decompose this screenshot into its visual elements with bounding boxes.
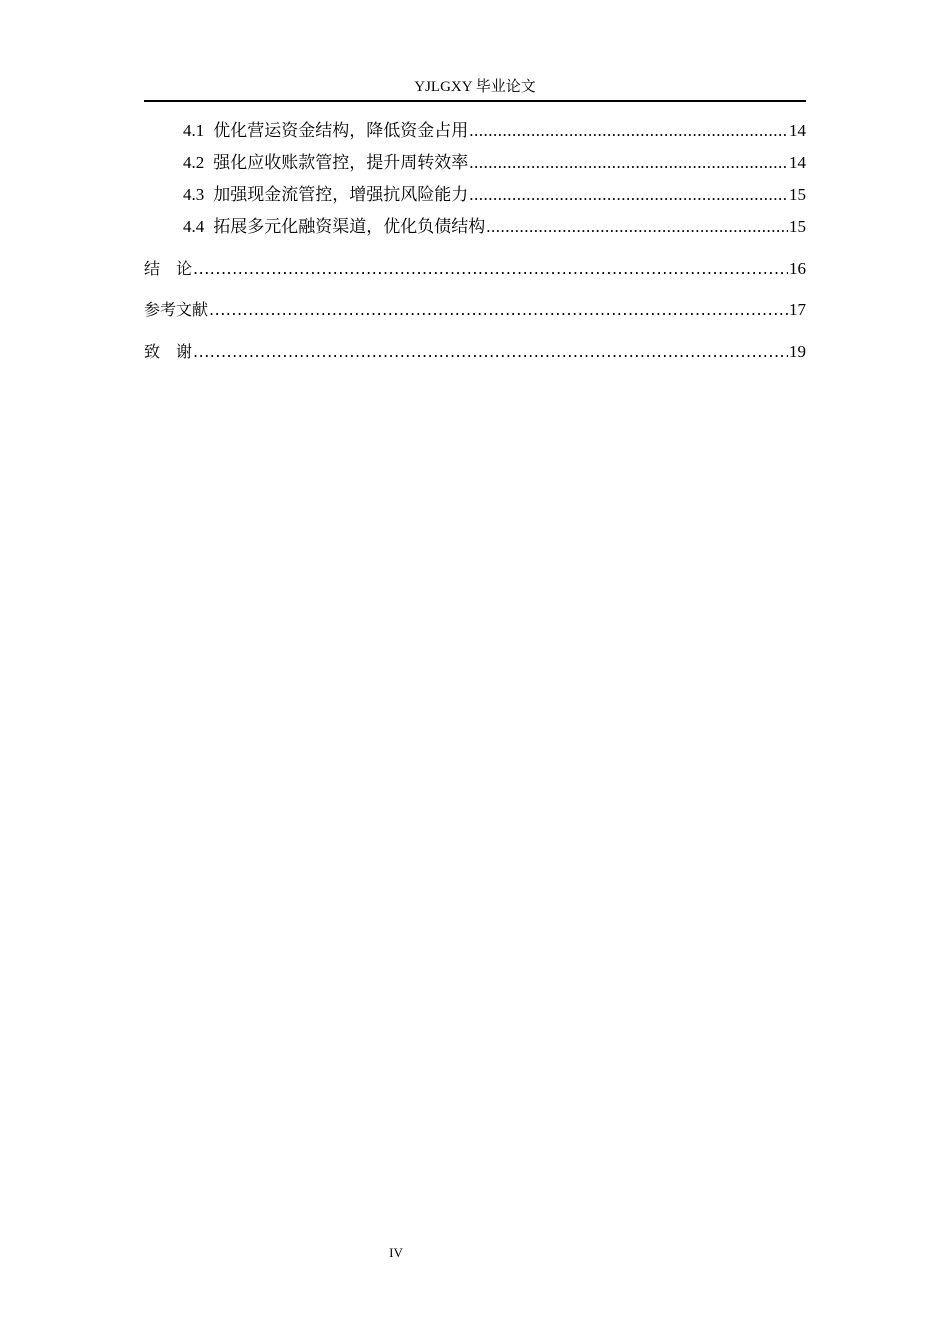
toc-entry-title: 致 谢 xyxy=(144,342,193,361)
toc-entry-references[interactable] xyxy=(144,298,806,322)
toc-entry-number: 4.3 xyxy=(183,185,205,204)
toc-entry-4-4[interactable] xyxy=(183,215,806,239)
page-number: IV xyxy=(389,1245,403,1260)
header-rule xyxy=(144,100,806,102)
toc-entry-page: 15 xyxy=(789,217,806,236)
toc-dot-leader xyxy=(193,340,788,364)
toc-entry-page: 14 xyxy=(789,121,806,140)
toc-entry-title: 结 论 xyxy=(144,259,193,278)
toc-dot-leader xyxy=(469,183,788,207)
toc-entry-4-1[interactable] xyxy=(183,119,806,143)
toc-entry-conclusion[interactable] xyxy=(144,257,806,281)
toc-entry-page: 17 xyxy=(789,300,806,319)
toc-entry-acknowledgements[interactable] xyxy=(144,340,806,364)
toc-entry-title: 参考文献 xyxy=(144,300,209,319)
toc-entry-page: 15 xyxy=(789,185,806,204)
toc-entry-title: 加强现金流管控，增强抗风险能力 xyxy=(213,185,469,204)
toc-entry-4-2[interactable] xyxy=(183,151,806,175)
toc-dot-leader xyxy=(469,151,788,175)
toc-entry-title: 优化营运资金结构，降低资金占用 xyxy=(213,121,469,140)
toc-entry-title: 强化应收账款管控，提升周转效率 xyxy=(213,153,469,172)
toc-entry-number: 4.1 xyxy=(183,121,205,140)
toc-dot-leader xyxy=(209,298,788,322)
toc-entry-page: 16 xyxy=(789,259,806,278)
toc-dot-leader xyxy=(486,215,788,239)
toc-entry-number: 4.4 xyxy=(183,217,205,236)
header-title: YJLGXY 毕业论文 xyxy=(414,79,536,95)
toc-entry-page: 14 xyxy=(789,153,806,172)
toc-dot-leader xyxy=(469,119,788,143)
toc-entry-title: 拓展多元化融资渠道，优化负债结构 xyxy=(213,217,486,236)
toc-entry-4-3[interactable] xyxy=(183,183,806,207)
toc-entry-number: 4.2 xyxy=(183,153,205,172)
toc-entry-page: 19 xyxy=(789,342,806,361)
page-footer xyxy=(0,1244,792,1262)
toc-dot-leader xyxy=(193,257,788,281)
page-header xyxy=(144,77,806,97)
